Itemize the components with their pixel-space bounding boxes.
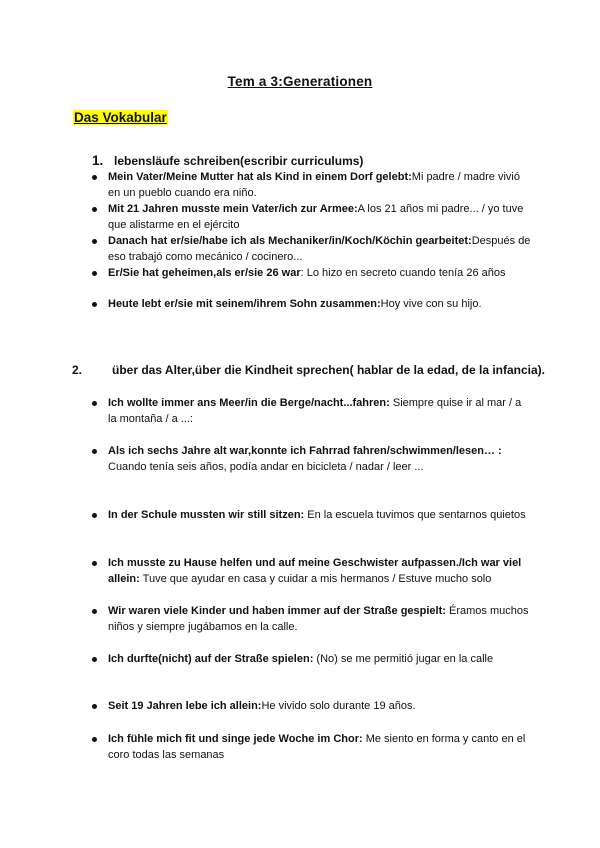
bullet-icon bbox=[92, 657, 97, 662]
german-phrase: Ich musste zu Hause helfen und auf meine Geschwister aufpassen./Ich war viel allein: bbox=[108, 557, 522, 585]
section-title: über das Alter,über die Kindheit sprechen( hablar de la edad, de la infancia). bbox=[112, 363, 545, 377]
german-phrase: Als ich sechs Jahre alt war,konnte ich Fahrrad fahren/schwimmen/lesen… : bbox=[108, 445, 502, 457]
spanish-translation: Me siento en forma y canto en el coro todas las semanas bbox=[108, 733, 526, 761]
bullet-icon bbox=[92, 401, 97, 406]
bullet-icon bbox=[92, 302, 97, 307]
list-item bbox=[92, 555, 532, 587]
german-phrase: Ich fühle mich fit und singe jede Woche im Chor: bbox=[108, 733, 363, 745]
list-item bbox=[92, 233, 532, 265]
bullet-icon bbox=[92, 561, 97, 566]
list-item bbox=[92, 731, 532, 763]
bullet-icon bbox=[92, 513, 97, 518]
spanish-translation: Hoy vive con su hijo. bbox=[380, 298, 482, 310]
german-phrase: Er/Sie hat geheimen,als er/sie 26 war bbox=[108, 267, 301, 279]
spanish-translation: (No) se me permitió jugar en la calle bbox=[313, 653, 494, 665]
spanish-translation: Después de eso trabajó como mecánico / cocinero... bbox=[108, 235, 531, 263]
section-number: 1. bbox=[92, 153, 104, 168]
bullet-icon bbox=[92, 449, 97, 454]
bullet-icon bbox=[92, 239, 97, 244]
spanish-translation: He vivido solo durante 19 años. bbox=[261, 700, 416, 712]
spanish-translation: Éramos muchos niños y siempre jugábamos en la calle. bbox=[108, 605, 529, 633]
german-phrase: Ich durfte(nicht) auf der Straße spielen: bbox=[108, 653, 314, 665]
page-title: Tem a 3:Generationen bbox=[227, 74, 373, 89]
german-phrase: Wir waren viele Kinder und haben immer auf der Straße gespielt: bbox=[108, 605, 446, 617]
list-item bbox=[92, 265, 532, 281]
list-item bbox=[92, 698, 532, 714]
vocabulary-heading: Das Vokabular bbox=[74, 110, 167, 125]
list-item bbox=[92, 395, 532, 427]
bullet-icon bbox=[92, 704, 97, 709]
german-phrase: In der Schule mussten wir still sitzen: bbox=[108, 509, 305, 521]
bullet-icon bbox=[92, 175, 97, 180]
list-item bbox=[92, 443, 532, 475]
german-phrase: Danach hat er/sie/habe ich als Mechaniker/in/Koch/Köchin gearbeitet: bbox=[108, 235, 472, 247]
bullet-icon bbox=[92, 609, 97, 614]
spanish-translation: Mi padre / madre vivió en un pueblo cuando era niño. bbox=[108, 171, 520, 199]
list-item bbox=[92, 651, 532, 667]
section-number: 2. bbox=[72, 363, 83, 377]
spanish-translation: Cuando tenía seis años, podía andar en bicicleta / nadar / leer ... bbox=[108, 461, 424, 473]
section-title: lebensläufe schreiben(escribir curriculums) bbox=[114, 154, 364, 168]
german-phrase: Heute lebt er/sie mit seinem/ihrem Sohn zusammen: bbox=[108, 298, 381, 310]
spanish-translation: En la escuela tuvimos que sentarnos quietos bbox=[304, 509, 526, 521]
list-item bbox=[92, 603, 532, 635]
list-item bbox=[92, 169, 532, 201]
spanish-translation: A los 21 años mi padre... / yo tuve que alistarme en el ejército bbox=[108, 203, 524, 231]
bullet-icon bbox=[92, 737, 97, 742]
german-phrase: Mit 21 Jahren musste mein Vater/ich zur Armee: bbox=[108, 203, 358, 215]
bullet-icon bbox=[92, 271, 97, 276]
section-2-heading bbox=[72, 362, 552, 378]
spanish-translation: Siempre quise ir al mar / a la montaña / a ...: bbox=[108, 397, 522, 425]
bullet-icon bbox=[92, 207, 97, 212]
list-item bbox=[92, 201, 532, 233]
german-phrase: Seit 19 Jahren lebe ich allein: bbox=[108, 700, 262, 712]
list-item bbox=[92, 507, 532, 523]
german-phrase: Ich wollte immer ans Meer/in die Berge/nacht...fahren: bbox=[108, 397, 390, 409]
section-1-heading bbox=[92, 153, 542, 169]
spanish-translation: : Lo hizo en secreto cuando tenía 26 años bbox=[300, 267, 506, 279]
list-item bbox=[92, 296, 532, 312]
german-phrase: Mein Vater/Meine Mutter hat als Kind in einem Dorf gelebt: bbox=[108, 171, 412, 183]
spanish-translation: Tuve que ayudar en casa y cuidar a mis hermanos / Estuve mucho solo bbox=[139, 573, 492, 585]
